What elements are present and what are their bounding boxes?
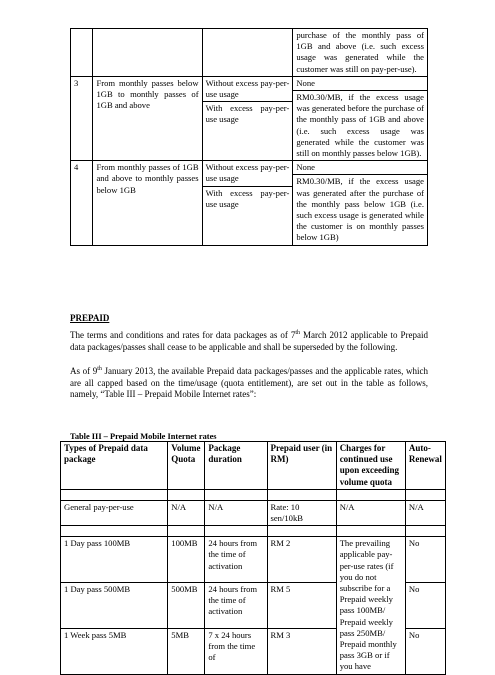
usage-cell bbox=[202, 76, 293, 160]
column-header: Prepaid user (in RM) bbox=[267, 442, 336, 490]
row-number: 4 bbox=[71, 161, 93, 245]
section-heading: PREPAID bbox=[70, 313, 110, 323]
row-number: 3 bbox=[71, 76, 93, 160]
table-header-row bbox=[61, 442, 446, 490]
usage-cell bbox=[202, 161, 293, 245]
paragraph-terms: The terms and conditions and rates for data packages as of 7th March 2012 applicable to Prepaid data packages/passes shall cease to be applicable and shall be superseded by the following. bbox=[70, 330, 428, 352]
table-row: General pay-per-use N/A N/A Rate: 10 sen/10kB N/A N/A bbox=[61, 500, 446, 525]
charge-with: RM0.30/MB, if the excess usage was generated after the purchase of the monthly pass below 1GB (i.e. such excess usage is generated while the customer is on monthly passes below 1GB) bbox=[293, 174, 427, 243]
table-row bbox=[71, 161, 428, 245]
column-header: Types of Prepaid data package bbox=[61, 442, 168, 490]
charge-with: RM0.30/MB, if the excess usage was generated before the purchase of the monthly pass of 1GB and above (i.e. such excess usage was generated while the customer was still on monthly passes below 1GB). bbox=[293, 90, 427, 159]
charge-cell bbox=[293, 76, 428, 160]
charge-cell bbox=[293, 161, 428, 245]
charge-without: None bbox=[296, 162, 315, 173]
table-row: 1 Day pass 500MB 500MB 24 hours from the time of activation RM 5 No bbox=[61, 583, 446, 629]
column-header: Auto-Renewal bbox=[405, 442, 445, 490]
usage-with: With excess pay-per-use usage bbox=[203, 186, 293, 210]
column-header: Charges for continued use upon exceeding volume quota bbox=[336, 442, 405, 490]
table-caption: Table III – Prepaid Mobile Internet rates bbox=[70, 432, 217, 441]
paragraph-rates: As of 9th January 2013, the available Prepaid data packages/passes and the applicable rates, which are all capped based on the time/usage (quota entitlement), are set out in the table as follows, namely, “Table III – Prepaid Mobile Internet rates”: bbox=[70, 366, 429, 399]
usage-with: With excess pay-per-use usage bbox=[203, 101, 293, 125]
switch-description: From monthly passes of 1GB and above to monthly passes below 1GB bbox=[93, 161, 202, 245]
column-header: Volume Quota bbox=[168, 442, 205, 490]
usage-without: Without excess pay-per-use usage bbox=[205, 162, 290, 184]
table-row bbox=[71, 29, 428, 77]
column-header: Package duration bbox=[205, 442, 267, 490]
charge-cell: purchase of the monthly pass of 1GB and above (i.e. such excess usage was generated while the customer was still on pay-per-use). bbox=[293, 29, 428, 77]
usage-without: Without excess pay-per-use usage bbox=[205, 77, 290, 100]
switch-description: From monthly passes below 1GB to monthly passes of 1GB and above bbox=[93, 76, 202, 160]
continued-use-charge: The prevailing applicable pay-per-use rates (if you do not subscribe for a Prepaid weekly pass 100MB/ Prepaid weekly pass 250MB/ Prepaid monthly pass 3GB or if you have bbox=[336, 537, 405, 674]
table-row: 1 Day pass 100MB 100MB 24 hours from the time of activation RM 2 The prevailing applicable pay-per-use rates (if you do not subscribe for a Prepaid weekly pass 100MB/ Prepaid weekly pass 250MB/ Prepaid monthly pass 3GB or if you have No bbox=[61, 537, 446, 583]
table-row bbox=[71, 76, 428, 160]
data-pass-switch-table bbox=[70, 28, 428, 246]
charge-without: None bbox=[296, 77, 315, 88]
table-row: 1 Week pass 5MB 5MB 7 x 24 hours from the time of RM 3 No bbox=[61, 628, 446, 674]
